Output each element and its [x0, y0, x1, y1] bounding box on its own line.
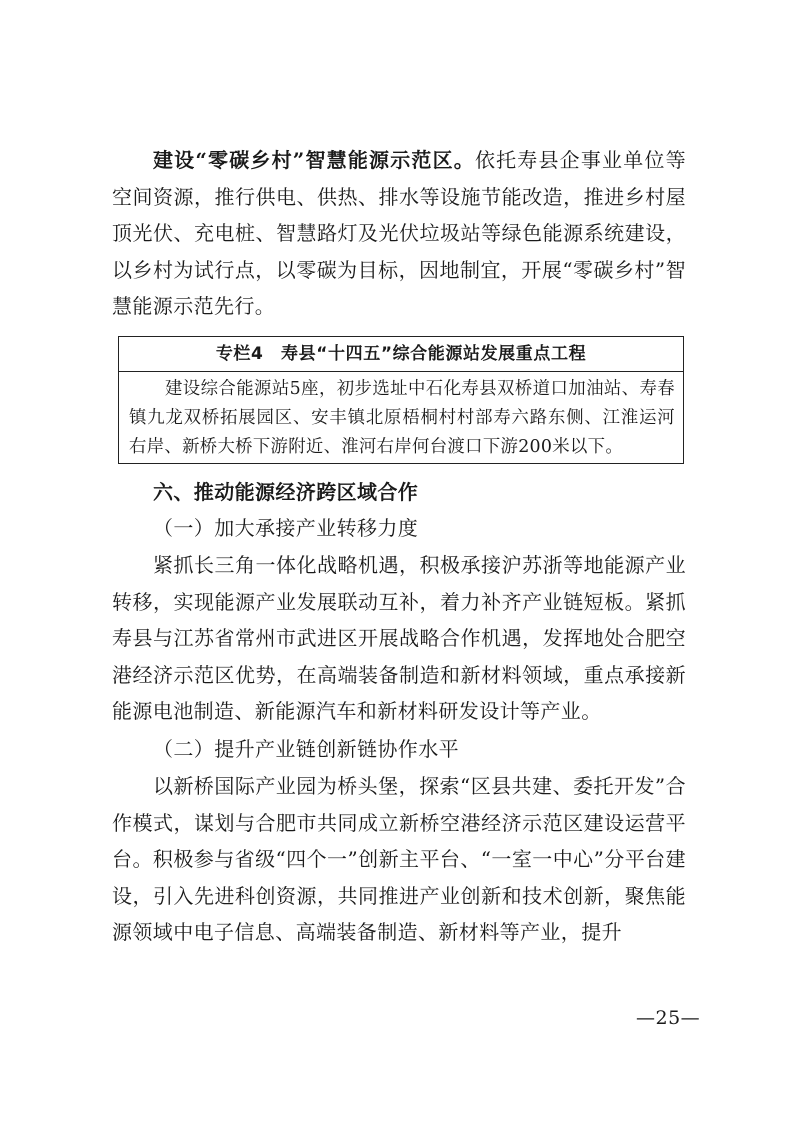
subsection-heading-2: （二）提升产业链创新链协作水平: [153, 737, 459, 761]
section-heading: 六、推动能源经济跨区域合作: [153, 480, 419, 504]
page-number: —25—: [636, 1007, 701, 1029]
intro-body: 依托寿县企事业单位等空间资源，推行供电、供热、排水等设施节能改造，推进乡村屋顶光伏、充电桩、智慧路灯及光伏垃圾站等绿色能源系统建设，以乡村为试行点，以零碳为目标，因地制宜，开展“零碳乡村”智慧能源示范先行。: [112, 148, 686, 318]
box-title: 专栏4 寿县“十四五”综合能源站发展重点工程: [119, 337, 683, 372]
subsection-heading-1: （一）加大承接产业转移力度: [153, 516, 419, 540]
box-body: 建设综合能源站5座，初步选址中石化寿县双桥道口加油站、寿春镇九龙双桥拓展园区、安丰镇北原梧桐村村部寿六路东侧、江淮运河右岸、新桥大桥下游附近、淮河右岸何台渡口下游200米以下。: [129, 379, 675, 457]
intro-lead: 建设“零碳乡村”智慧能源示范区。: [153, 148, 475, 172]
special-column-box: [118, 336, 684, 464]
subsection-1-paragraph: 紧抓长三角一体化战略机遇，积极承接沪苏浙等地能源产业转移，实现能源产业发展联动互补，着力补齐产业链短板。紧抓寿县与江苏省常州市武进区开展战略合作机遇，发挥地处合肥空港经济示范区优势，在高端装备制造和新材料领域，重点承接新能源电池制造、新能源汽车和新材料研发设计等产业。: [112, 553, 686, 723]
subsection-2-paragraph: 以新桥国际产业园为桥头堡，探索“区县共建、委托开发”合作模式，谋划与合肥市共同成立新桥空港经济示范区建设运营平台。积极参与省级“四个一”创新主平台、“一室一中心”分平台建设，引入先进科创资源，共同推进产业创新和技术创新，聚焦能源领域中电子信息、高端装备制造、新材料等产业，提升: [112, 774, 686, 944]
intro-paragraph: [112, 142, 686, 325]
